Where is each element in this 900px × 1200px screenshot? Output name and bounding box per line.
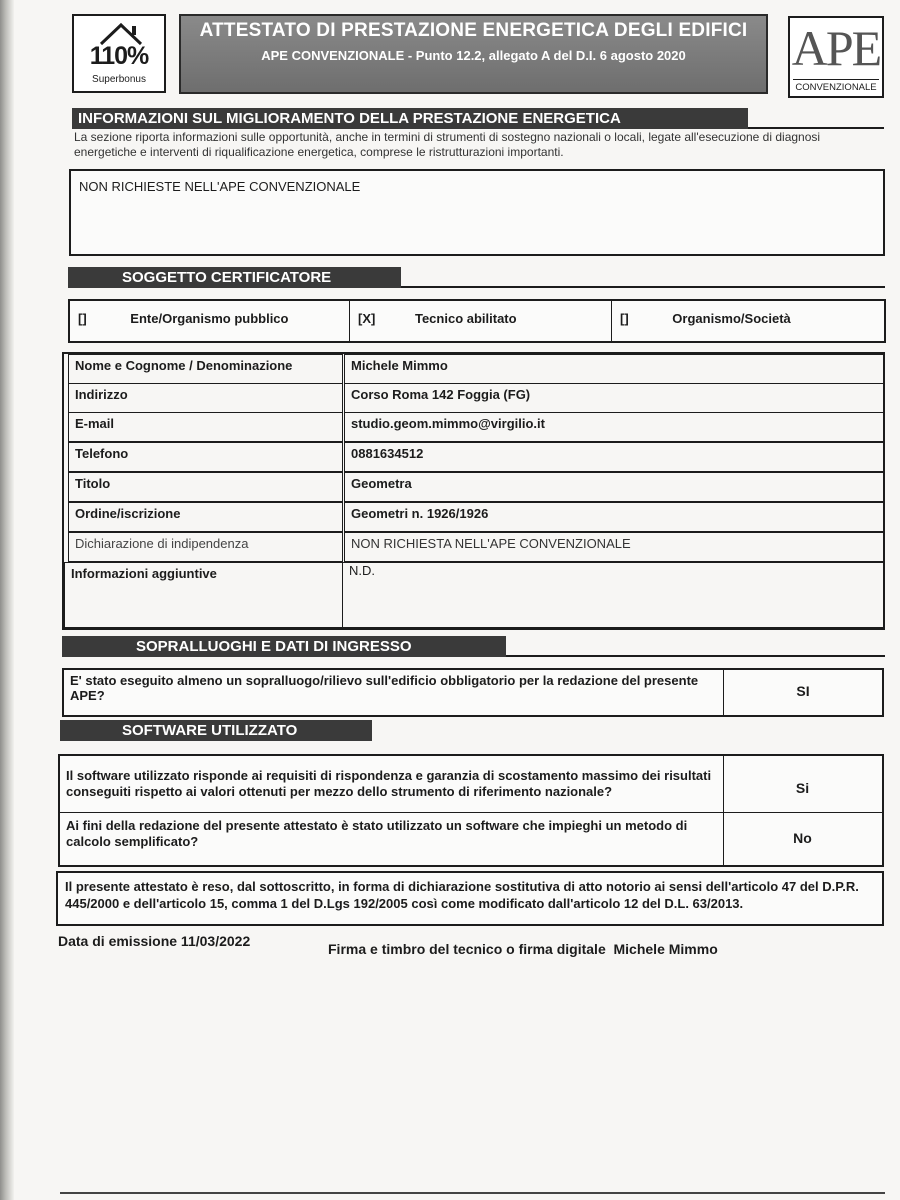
certifier-option-public[interactable] [70,301,350,341]
option-label: Ente/Organismo pubblico [130,311,289,326]
ape-logo [788,16,884,98]
section-improvement [72,108,884,129]
row-value-additional-info: N.D. [342,562,884,628]
option-label: Organismo/Società [672,311,791,326]
document-title: ATTESTATO DI PRESTAZIONE ENERGETICA DEGLI EDIFICI [199,20,748,41]
row-label-email: E-mail [68,412,343,442]
row-value-address: Corso Roma 142 Foggia (FG) [344,383,884,413]
section-heading-improvement: INFORMAZIONI SUL MIGLIORAMENTO DELLA PRESTAZIONE ENERGETICA [72,108,748,129]
checkbox-mark: [X] [358,311,376,326]
checkbox-mark: [] [620,311,629,326]
inspections-box [62,668,884,717]
software-answer-2: No [793,830,812,846]
declaration-box [56,871,884,926]
row-value-name: Michele Mimmo [344,354,884,384]
section-rule [506,655,885,657]
ape-logo-letters: APE [791,20,881,76]
superbonus-percent: 110% [89,42,149,70]
section-certifier [68,267,885,288]
section-rule [401,286,885,288]
improvement-box [69,169,885,256]
option-label: Tecnico abilitato [414,311,517,326]
superbonus-logo [72,14,166,93]
certifier-details-table [62,352,885,630]
section-inspections [62,636,885,657]
document-title-box [179,14,768,94]
software-answer-1: Si [723,756,882,813]
certifier-option-organization[interactable] [612,301,884,341]
superbonus-label: Superbonus [92,74,146,85]
row-label-independence: Dichiarazione di indipendenza [68,532,343,562]
improvement-description: La sezione riporta informazioni sulle opportunità, anche in termini di strumenti di sostegno nazionali o locali, legate all'esecuzione di diagnosi energetiche e interventi di riqualificazione energetica, comprese le ristrutturazioni importanti. [74,130,821,159]
checkbox-mark: [] [78,311,87,326]
row-label-name: Nome e Cognome / Denominazione [68,354,343,384]
section-heading-software: SOFTWARE UTILIZZATO [60,720,372,741]
certifier-option-technician[interactable] [350,301,612,341]
bottom-rule [60,1192,885,1194]
row-label-address: Indirizzo [68,383,343,413]
declaration-text: Il presente attestato è reso, dal sottoscritto, in forma di dichiarazione sostitutiva di atto notorio ai sensi dell'articolo 47 del D.P.R. 445/2000 e dell'articolo 15, comma 1 del D.Lgs 192/2005 così come modificato dall'articolo 12 del D.L. 63/2013. [65,879,859,911]
section-heading-certifier: SOGGETTO CERTIFICATORE [68,267,401,288]
document-subtitle: APE CONVENZIONALE - Punto 12.2, allegato A del D.I. 6 agosto 2020 [261,48,686,63]
ape-logo-label: CONVENZIONALE [793,79,879,93]
section-software [60,720,372,741]
row-label-title: Titolo [68,472,343,502]
improvement-box-text: NON RICHIESTE NELL'APE CONVENZIONALE [79,179,361,194]
row-value-independence: NON RICHIESTA NELL'APE CONVENZIONALE [344,532,884,562]
page-edge-shadow [0,0,14,1200]
certifier-type-box [68,299,886,343]
section-rule [748,127,884,129]
row-value-title: Geometra [344,472,884,502]
software-box [58,754,884,867]
row-label-additional-info: Informazioni aggiuntive [64,562,343,628]
software-question-1: Il software utilizzato risponde ai requisiti di rispondenza e garanzia di scostamento massimo dei risultati conseguiti rispetto ai valori ottenuti per mezzo dello strumento di riferimento nazionale? [60,756,724,813]
inspections-question: E' stato eseguito almeno un sopralluogo/rilievo sull'edificio obbligatorio per la redazione del presente APE? [64,670,724,715]
row-value-email: studio.geom.mimmo@virgilio.it [344,412,884,442]
issue-date: Data di emissione 11/03/2022 [58,933,251,949]
row-value-phone: 0881634512 [344,442,884,472]
section-heading-inspections: SOPRALLUOGHI E DATI DI INGRESSO [62,636,506,657]
software-question-2: Ai fini della redazione del presente attestato è stato utilizzato un software che impieghi un metodo di calcolo semplificato? [60,812,724,865]
inspections-answer: SI [796,683,810,699]
row-label-registration: Ordine/iscrizione [68,502,343,532]
row-value-registration: Geometri n. 1926/1926 [344,502,884,532]
row-label-phone: Telefono [68,442,343,472]
signature-line: Firma e timbro del tecnico o firma digitale Michele Mimmo [328,941,718,957]
